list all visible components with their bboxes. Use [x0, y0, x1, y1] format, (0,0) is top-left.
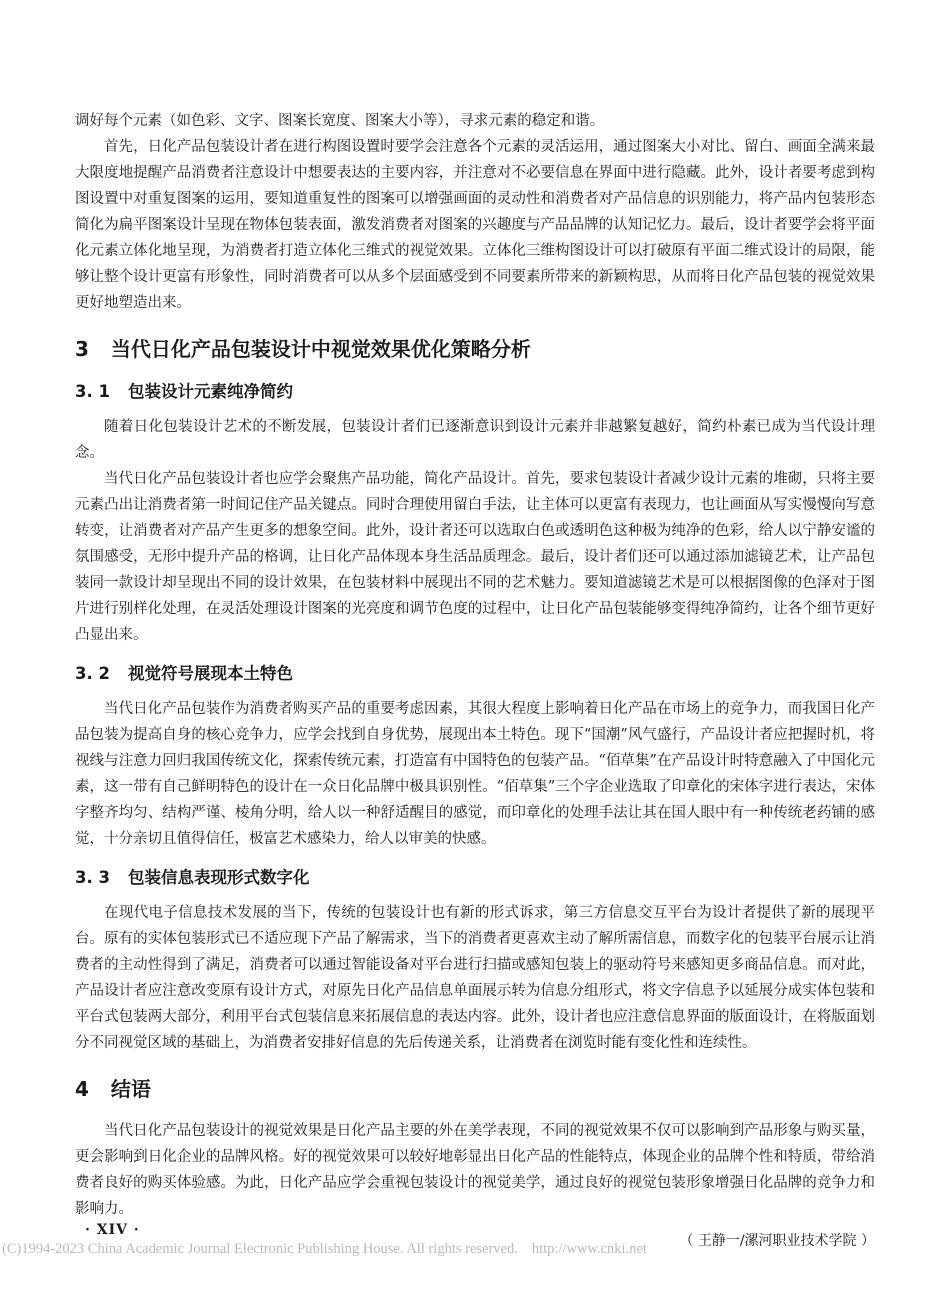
subsection-heading-3-1 — [75, 378, 875, 406]
paragraph: 首先，日化产品包装设计者在进行构图设置时要学会注意各个元素的灵活运用，通过图案大小对比、留白、画面全满来最大限度地提醒产品消费者注意设计中想要表达的主要内容，并注意对不必要信息在界面中进行隐藏。此外，设计者要考虑到构图设置中对重复图案的运用，要知道重复性的图案可以增强画面的灵动性和消费者对产品信息的识别能力，将产品内包装形态简化为扁平图案设计呈现在物体包装表面，激发消费者对图案的兴趣度与产品品牌的认知记忆力。最后，设计者要学会将平面化元素立体化地呈现，为消费者打造立体化三维式的视觉效果。立体化三维构图设计可以打破原有平面二维式设计的局限，能够让整个设计更富有形象性，同时消费者可以从多个层面感受到不同要素所带来的新颖构思，从而将日化产品包装的视觉效果更好地塑造出来。 — [75, 139, 875, 311]
section-title: 结语 — [110, 1077, 151, 1101]
subsection-heading-3-3 — [75, 864, 875, 892]
subsection-number: 3. 2 — [75, 664, 110, 683]
copyright-footer — [2, 1241, 647, 1258]
section-number: 3 — [75, 337, 89, 361]
page-number: · XIV · — [85, 1222, 140, 1238]
paragraph: 当代日化产品包装设计的视觉效果是日化产品主要的外在美学表现，不同的视觉效果不仅可以影响到产品形象与购买量，更会影响到日化企业的品牌风格。好的视觉效果可以较好地彰显出日化产品的性能特点，体现企业的品牌个性和特质，带给消费者良好的购买体验感。为此，日化产品应学会重视包装设计的视觉美学，通过良好的视觉包装形象增强日化品牌的竞争力和影响力。 — [75, 1123, 875, 1217]
section-title: 当代日化产品包装设计中视觉效果优化策略分析 — [110, 337, 531, 361]
section-number: 4 — [75, 1077, 89, 1101]
subsection-number: 3. 3 — [75, 868, 110, 887]
subsection-heading-3-2 — [75, 660, 875, 688]
section-heading-4 — [75, 1074, 875, 1104]
paragraph: 在现代电子信息技术发展的当下，传统的包装设计也有新的形式诉求，第三方信息交互平台为设计者提供了新的展现平台。原有的实体包装形式已不适应现下产品了解需求，当下的消费者更喜欢主动了解所需信息，而数字化的包装平台展示让消费者的主动性得到了满足，消费者可以通过智能设备对平台进行扫描或感知包装上的驱动符号来感知更多商品信息。而对此，产品设计者应注意改变原有设计方式，对原先日化产品信息单面展示转为信息分组形式，将文字信息予以延展分成实体包装和平台式包装两大部分，利用平台式包装信息来拓展信息的表达内容。此外，设计者也应注意信息界面的版面设计，在将版面划分不同视觉区域的基础上，为消费者安排好信息的先后传递关系，让消费者在浏览时能有变化性和连续性。 — [75, 905, 875, 1051]
article-body — [75, 108, 875, 1254]
paragraph: 当代日化产品包装设计者也应学会聚焦产品功能，简化产品设计。首先，要求包装设计者减少设计元素的堆砌，只将主要元素凸出让消费者第一时间记住产品关键点。同时合理使用留白手法，让主体可以更富有表现力，也让画面从写实慢慢向写意转变，让消费者对产品产生更多的想象空间。此外，设计者还可以选取白色或透明色这种极为纯净的色彩，给人以宁静安谧的氛围感受，无形中提升产品的格调，让日化产品体现本身生活品质理念。最后，设计者们还可以通过添加滤镜艺术，让产品包装同一款设计却呈现出不同的设计效果，在包装材料中展现出不同的艺术魅力。要知道滤镜艺术是可以根据图像的色泽对于图片进行别样化处理，在灵活处理设计图案的光亮度和调节色度的过程中，让日化产品包装能够变得纯净简约，让各个细节更好凸显出来。 — [75, 471, 875, 643]
paragraph: 调好每个元素（如色彩、文字、图案长宽度、图案大小等），寻求元素的稳定和谐。 — [75, 113, 605, 129]
subsection-title: 包装设计元素纯净简约 — [127, 382, 293, 401]
author-affiliation: （ 王静一/漯河职业技术学院 ） — [679, 1233, 875, 1249]
subsection-title: 包装信息表现形式数字化 — [127, 868, 310, 887]
paragraph: 随着日化包装设计艺术的不断发展，包装设计者们已逐渐意识到设计元素并非越繁复越好，简约朴素已成为当代设计理念。 — [75, 419, 875, 461]
section-heading-3 — [75, 334, 875, 364]
subsection-number: 3. 1 — [75, 382, 110, 401]
cnki-link[interactable]: http://www.cnki.net — [531, 1241, 647, 1257]
subsection-title: 视觉符号展现本土特色 — [127, 664, 293, 683]
paragraph: 当代日化产品包装作为消费者购买产品的重要考虑因素，其很大程度上影响着日化产品在市场上的竞争力，而我国日化产品包装为提高自身的核心竞争力，应学会找到自身优势，展现出本土特色。现下“国潮”风气盛行，产品设计者应把握时机，将视线与注意力回归我国传统文化，探索传统元素，打造富有中国特色的包装产品。“佰草集”在产品设计时特意融入了中国化元素，这一带有自己鲜明特色的设计在一众日化品牌中极具识别性。“佰草集”三个字企业选取了印章化的宋体字进行表达，宋体字整齐均匀、结构严谨、棱角分明，给人以一种舒适醒目的感觉，而印章化的处理手法让其在国人眼中有一种传统老药铺的感觉，十分亲切且值得信任，极富艺术感染力，给人以审美的快感。 — [75, 701, 875, 847]
copyright-text: (C)1994-2023 China Academic Journal Electronic Publishing House. All rights reserved. — [2, 1241, 518, 1257]
